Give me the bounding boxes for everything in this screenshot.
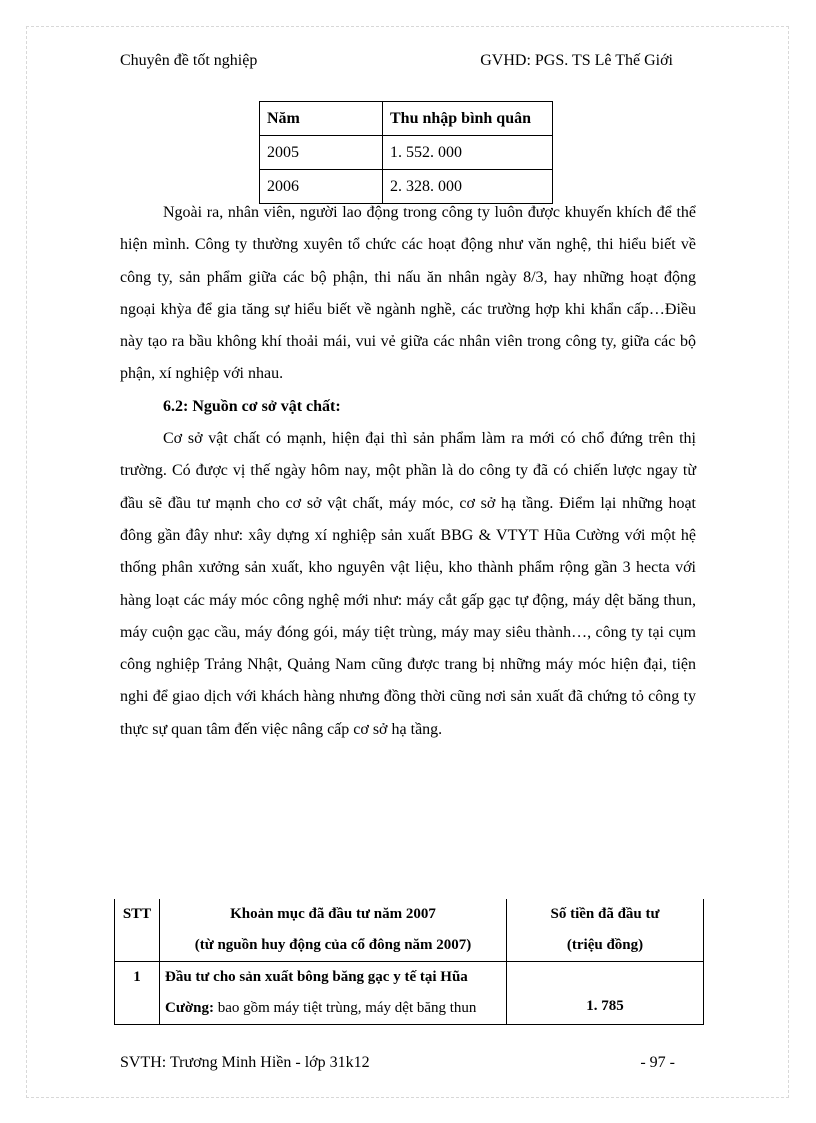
page-header xyxy=(120,52,673,70)
income-year-cell: 2005 xyxy=(260,136,383,170)
invest-header-stt: STT xyxy=(115,899,160,962)
invest-header-amount xyxy=(507,899,704,962)
income-value-cell: 1. 552. 000 xyxy=(383,136,553,170)
header-advisor: GVHD: PGS. TS Lê Thế Giới xyxy=(480,52,673,69)
income-year-cell: 2006 xyxy=(260,170,383,204)
invest-header-item-line2: (từ nguồn huy động của cổ đông năm 2007) xyxy=(194,937,472,953)
income-table xyxy=(259,101,553,204)
paragraph-facilities: Cơ sở vật chất có mạnh, hiện đại thì sản phẩm làm ra mới có chổ đứng trên thị trường. Có được vị thế ngày hôm nay, một phần là do công ty đã có chiến lược ngay từ đầu sẽ đầu tư mạnh cho cơ sở vật chất, máy móc, cơ sở hạ tầng. Điểm lại những hoạt đông gần đây như: xây dựng xí nghiệp sản xuất BBG & VTYT Hũa Cường với một hệ thống phân xưởng sản xuất, kho nguyên vật liệu, kho thành phẩm rộng gần 3 hecta với hàng loạt các máy móc công nghệ mới như: máy cắt gấp gạc tự động, máy dệt băng thun, máy cuộn gạc cầu, máy đóng gói, máy tiệt trùng, máy may siêu thành…, công ty tại cụm công nghiệp Trảng Nhật, Quảng Nam cũng được trang bị những máy móc hiện đại, tiện nghi để giao dịch với khách hàng nhưng đồng thời cũng nơi sản xuất đã chứng tỏ công ty thực sự quan tâm đến việc nâng cấp cơ sở hạ tầng. xyxy=(120,430,696,738)
invest-header-item xyxy=(160,899,507,962)
table-row xyxy=(260,136,553,170)
footer-student: SVTH: Trương Minh Hiền - lớp 31k12 xyxy=(120,1054,370,1071)
investment-table-header-row xyxy=(115,899,704,962)
invest-stt-cell: 1 xyxy=(115,962,160,1025)
invest-item-detail: bao gồm máy tiệt trùng, máy dệt băng thun xyxy=(213,1000,477,1016)
invest-amount-cell: 1. 785 xyxy=(507,962,704,1025)
invest-header-amount-line2: (triệu đồng) xyxy=(566,937,644,953)
income-header-year: Năm xyxy=(260,102,383,136)
income-value-cell: 2. 328. 000 xyxy=(383,170,553,204)
section-heading: 6.2: Nguồn cơ sở vật chất: xyxy=(163,397,341,415)
table-row xyxy=(115,962,704,1025)
page-footer xyxy=(120,1054,675,1072)
paragraph-employee-activities: Ngoài ra, nhân viên, người lao động trong công ty luôn được khuyến khích để thể hiện mình. Công ty thường xuyên tổ chức các hoạt động như văn nghệ, thi hiểu biết về công ty, sản phẩm giữa các bộ phận, thi nấu ăn nhân ngày 8/3, hay những hoạt động ngoại khỳa để gia tăng sự hiểu biết về ngành nghề, các trường hợp khi khẩn cấp…Điều này tạo ra bầu không khí thoải mái, vui vẻ giữa các nhân viên trong công ty, giữa các bộ phận, xí nghiệp với nhau. xyxy=(120,204,696,383)
investment-table xyxy=(114,899,704,1025)
income-table-header-row xyxy=(260,102,553,136)
income-header-income: Thu nhập bình quân xyxy=(383,102,553,136)
invest-header-amount-line1: Số tiền đã đầu tư xyxy=(550,906,660,922)
invest-header-item-line1: Khoản mục đã đầu tư năm 2007 xyxy=(230,906,436,922)
body-text xyxy=(120,197,696,746)
header-doc-title: Chuyên đề tốt nghiệp xyxy=(120,52,258,69)
invest-item-bold: Đầu tư cho sản xuất bông băng gạc y tế tại Hũa Cường: xyxy=(165,969,468,1016)
page-number: - 97 - xyxy=(640,1054,675,1071)
invest-item-cell xyxy=(160,962,507,1025)
